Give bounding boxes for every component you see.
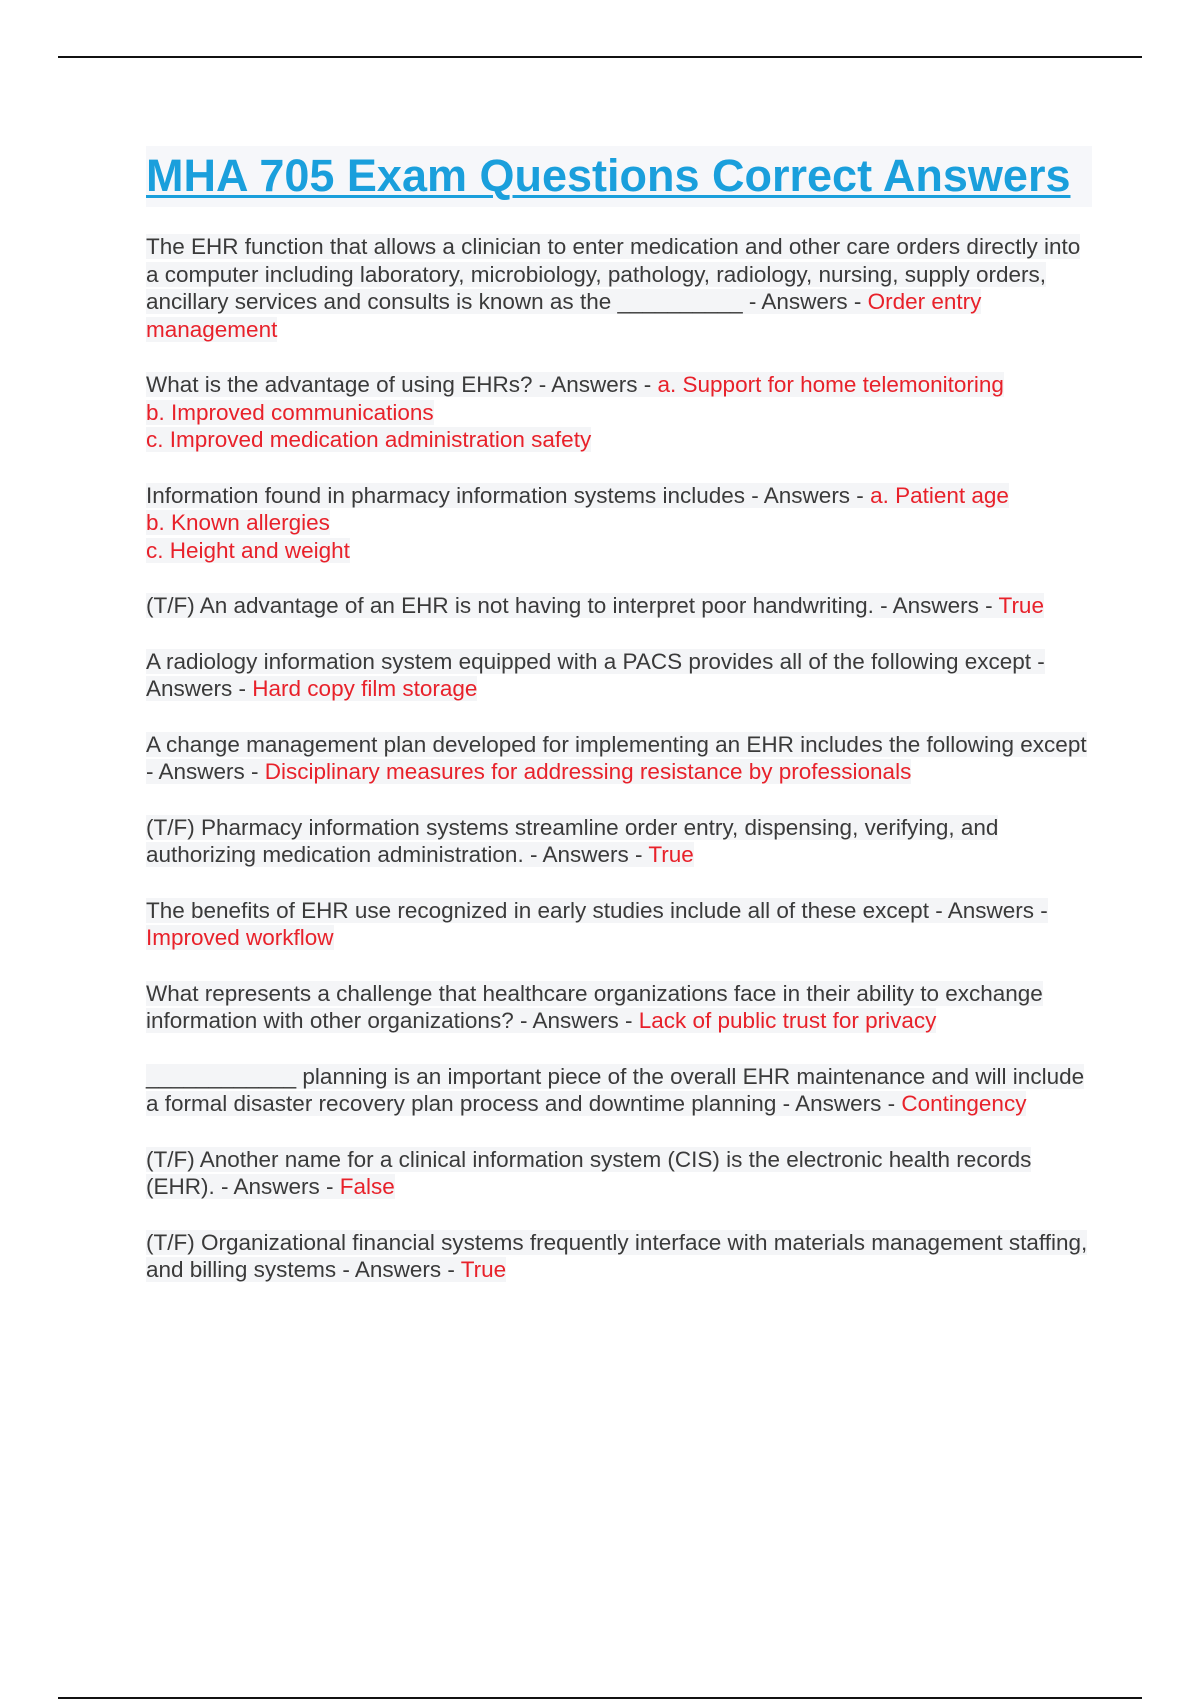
answer-text: Lack of public trust for privacy — [638, 1008, 937, 1033]
top-rule — [58, 56, 1142, 58]
question-text: Information found in pharmacy information systems includes - Answers - — [146, 482, 871, 508]
answer-text: b. Known allergies — [146, 510, 330, 535]
answer-text: True — [648, 842, 694, 867]
qa-item — [146, 1063, 1092, 1118]
title-block — [146, 146, 1092, 207]
qa-item — [146, 233, 1092, 343]
bottom-rule — [58, 1697, 1142, 1699]
qa-item — [146, 814, 1092, 869]
question-text: (T/F) Organizational financial systems frequently interface with materials management staffing, and billing systems - Answers - — [146, 1229, 1088, 1282]
document-body — [146, 146, 1092, 1312]
qa-item — [146, 1146, 1092, 1201]
answer-text: Hard copy film storage — [252, 676, 478, 701]
question-text: What is the advantage of using EHRs? - Answers - — [146, 372, 658, 397]
qa-item — [146, 482, 1092, 565]
answer-text: a. Patient age — [870, 482, 1009, 508]
question-text: The EHR function that allows a clinician to enter medication and other care orders directly into a computer including laboratory, microbiology, pathology, radiology, nursing, supply orders, ancillary services and consults is known as the __________ - Answers - — [146, 234, 1081, 314]
answer-text: False — [339, 1174, 395, 1199]
qa-item — [146, 592, 1092, 620]
answer-text: Improved workflow — [146, 925, 334, 950]
question-text: ____________ planning is an important piece of the overall EHR maintenance and will include a formal disaster recovery plan process and downtime planning - Answers - — [146, 1063, 1085, 1116]
document-title[interactable]: MHA 705 Exam Questions Correct Answers — [146, 150, 1071, 201]
answer-text: Disciplinary measures for addressing resistance by professionals — [264, 759, 912, 784]
answer-text: c. Improved medication administration safety — [146, 427, 592, 452]
question-text: (T/F) Another name for a clinical information system (CIS) is the electronic health records (EHR). - Answers - — [146, 1146, 1032, 1199]
qa-item — [146, 980, 1092, 1035]
answer-text: True — [998, 593, 1044, 618]
answer-text: b. Improved communications — [146, 399, 434, 425]
question-text: A change management plan developed for implementing an EHR includes the following except - Answers - — [146, 731, 1087, 784]
question-text: (T/F) Pharmacy information systems streamline order entry, dispensing, verifying, and authorizing medication administration. - Answers - — [146, 814, 999, 867]
qa-item — [146, 648, 1092, 703]
qa-item — [146, 371, 1092, 454]
answer-text: a. Support for home telemonitoring — [657, 372, 1004, 397]
answer-text: True — [460, 1257, 507, 1282]
qa-list — [146, 233, 1092, 1284]
question-text: The benefits of EHR use recognized in early studies include all of these except - Answers - — [146, 897, 1048, 923]
qa-item — [146, 731, 1092, 786]
answer-text: c. Height and weight — [146, 537, 350, 563]
answer-text: Contingency — [901, 1091, 1027, 1116]
question-text: A radiology information system equipped with a PACS provides all of the following except - Answers - — [146, 648, 1045, 701]
qa-item — [146, 897, 1092, 952]
answer-text: Order entry management — [146, 289, 982, 342]
question-text: What represents a challenge that healthcare organizations face in their ability to exchange information with other organizations? - Answers - — [146, 980, 1043, 1033]
qa-item — [146, 1229, 1092, 1284]
question-text: (T/F) An advantage of an EHR is not having to interpret poor handwriting. - Answers - — [146, 593, 999, 618]
